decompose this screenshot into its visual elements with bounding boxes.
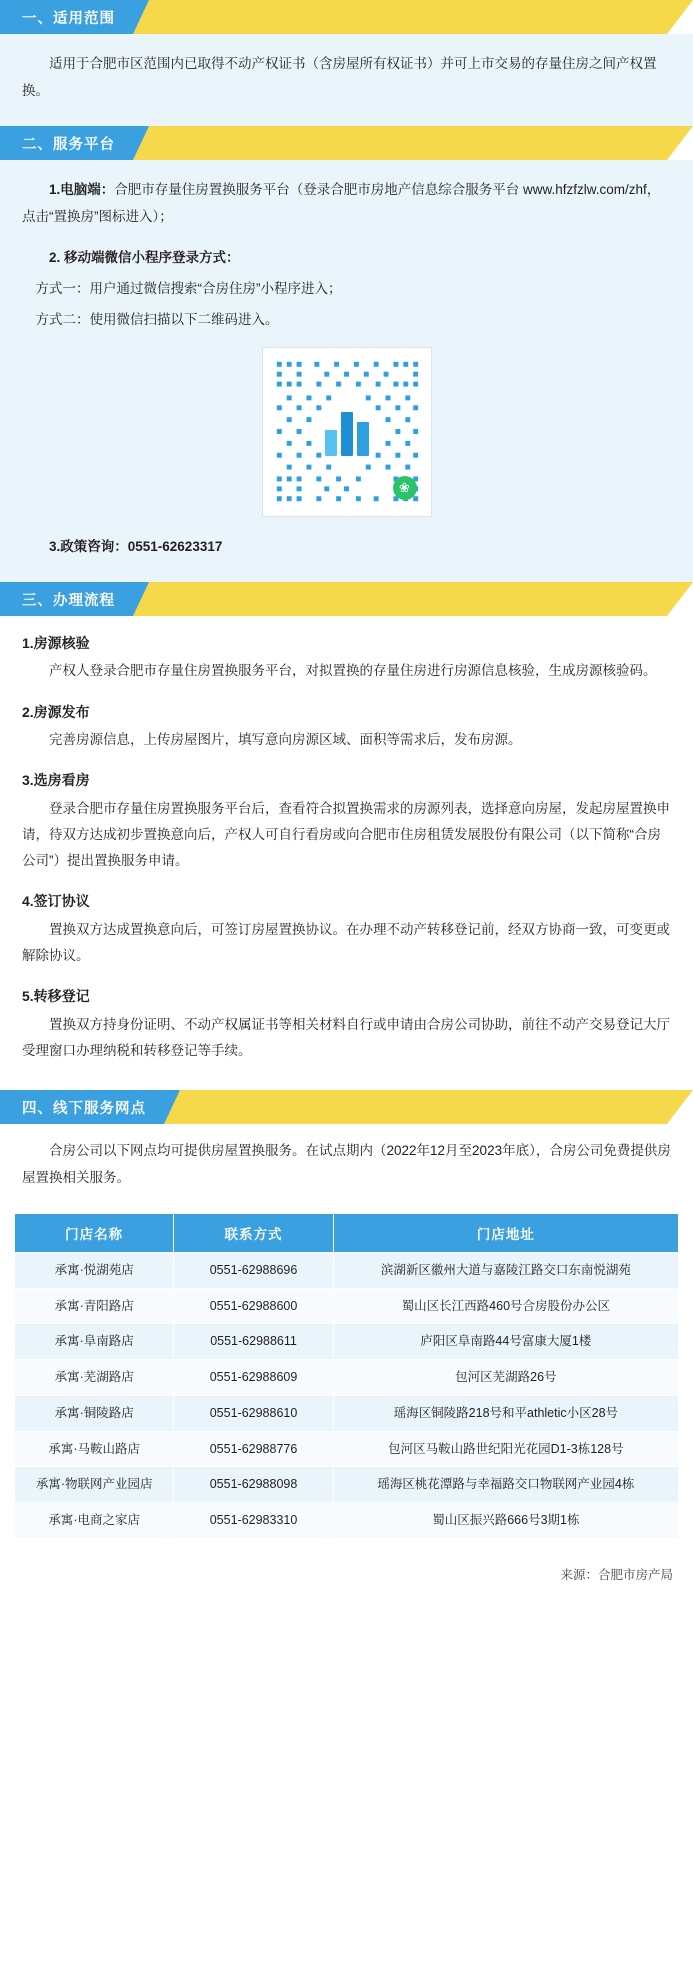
table-row <box>15 1431 679 1467</box>
section-header-accent-1 <box>133 0 693 34</box>
step-body-2: 完善房源信息，上传房屋图片，填写意向房源区域、面积等需求后，发布房源。 <box>49 731 522 747</box>
qr-code-image <box>262 347 432 517</box>
step-title-5: 5.转移登记 <box>22 988 90 1005</box>
step-body-5: 置换双方持身份证明、不动产权属证书等相关材料自行或申请由合房公司协助，前往不动产交易登记大厅受理窗口办理纳税和转移登记等手续。 <box>22 1016 670 1058</box>
qr-logo-bar-2 <box>341 412 353 456</box>
cell-store-name: 承寓·芜湖路店 <box>15 1360 174 1396</box>
platform-mobile-method-2: 方式二：使用微信扫描以下二维码进入。 <box>35 312 279 327</box>
step-title-1: 1.房源核验 <box>22 635 90 651</box>
section-header-accent-3 <box>133 582 693 616</box>
section-header-3 <box>0 582 693 616</box>
qr-logo-icon <box>315 402 379 456</box>
table-row <box>15 1503 679 1539</box>
cell-contact: 0551-62988098 <box>174 1467 333 1503</box>
step-body-1: 产权人登录合肥市存量住房置换服务平台，对拟置换的存量住房进行房源信息核验，生成房源核验码。 <box>49 663 657 679</box>
cell-contact: 0551-62988696 <box>174 1252 333 1288</box>
platform-pc-detail: 合肥市存量住房置换服务平台（登录合肥市房地产信息综合服务平台 www.hfzfzlw.com/zhf，点击“置换房”图标进入）； <box>22 182 661 224</box>
scope-paragraph: 适用于合肥市区范围内已取得不动产权证书（含房屋所有权证书）并可上市交易的存量住房之间产权置换。 <box>22 56 657 98</box>
cell-contact: 0551-62988609 <box>174 1360 333 1396</box>
section-3-title: 三、办理流程 <box>0 582 133 616</box>
step-body-3: 登录合肥市存量住房置换服务平台后，查看符合拟置换需求的房源列表，选择意向房屋，发起房屋置换申请，待双方达成初步置换意向后，产权人可自行看房或向合肥市住房租赁发展股份有限公司（以下简称“合房公司”）提出置换服务申请。 <box>22 800 670 869</box>
table-row <box>15 1252 679 1288</box>
policy-consult-text: 3.政策咨询：0551-62623317 <box>49 539 223 554</box>
section-4-title: 四、线下服务网点 <box>0 1090 164 1124</box>
section-header-accent-4 <box>164 1090 693 1124</box>
store-table-body <box>15 1252 679 1538</box>
table-row <box>15 1395 679 1431</box>
section-3-body <box>0 616 693 1090</box>
platform-pc-text <box>22 176 671 230</box>
section-header-4 <box>0 1090 693 1124</box>
qr-code-container <box>22 347 671 517</box>
offline-service-paragraph: 合房公司以下网点均可提供房屋置换服务。在试点期内（2022年12月至2023年底），合房公司免费提供房屋置换相关服务。 <box>22 1143 671 1185</box>
section-header-1 <box>0 0 693 34</box>
cell-address: 包河区马鞍山路世纪阳光花园D1-3栋128号 <box>333 1431 678 1467</box>
cell-address: 滨湖新区徽州大道与嘉陵江路交口东南悦湖苑 <box>333 1252 678 1288</box>
store-table-container <box>0 1207 693 1549</box>
step-title-4: 4.签订协议 <box>22 893 90 910</box>
cell-store-name: 承寓·悦湖苑店 <box>15 1252 174 1288</box>
cell-address: 瑶海区铜陵路218号和平athletic小区28号 <box>333 1395 678 1431</box>
store-table <box>14 1213 679 1539</box>
cell-address: 蜀山区振兴路666号3期1栋 <box>333 1503 678 1539</box>
cell-store-name: 承寓·物联网产业园店 <box>15 1467 174 1503</box>
column-header-store-name: 门店名称 <box>15 1213 174 1252</box>
table-row <box>15 1467 679 1503</box>
platform-mobile-label: 2. 移动端微信小程序登录方式： <box>49 250 240 265</box>
cell-contact: 0551-62988610 <box>174 1395 333 1431</box>
cell-store-name: 承寓·马鞍山路店 <box>15 1431 174 1467</box>
table-row <box>15 1324 679 1360</box>
step-title-3: 3.选房看房 <box>22 772 90 789</box>
section-4-body <box>0 1124 693 1207</box>
table-header-row <box>15 1213 679 1252</box>
section-1-body <box>0 34 693 126</box>
platform-pc-label: 1.电脑端： <box>49 182 115 197</box>
step-body-4: 置换双方达成置换意向后，可签订房屋置换协议。在办理不动产转移登记前，经双方协商一致，可变更或解除协议。 <box>22 921 670 964</box>
cell-store-name: 承寓·铜陵路店 <box>15 1395 174 1431</box>
cell-store-name: 承寓·阜南路店 <box>15 1324 174 1360</box>
cell-contact: 0551-62983310 <box>174 1503 333 1539</box>
cell-address: 瑶海区桃花潭路与幸福路交口物联网产业园4栋 <box>333 1467 678 1503</box>
cell-store-name: 承寓·电商之家店 <box>15 1503 174 1539</box>
cell-contact: 0551-62988776 <box>174 1431 333 1467</box>
section-header-2 <box>0 126 693 160</box>
cell-address: 蜀山区长江西路460号合房股份办公区 <box>333 1288 678 1324</box>
column-header-contact: 联系方式 <box>174 1213 333 1252</box>
step-title-2: 2.房源发布 <box>22 703 90 720</box>
section-2-body <box>0 160 693 582</box>
table-row <box>15 1288 679 1324</box>
section-header-accent-2 <box>133 126 693 160</box>
table-row <box>15 1360 679 1396</box>
qr-logo-bar-3 <box>357 422 369 456</box>
policy-consult-block <box>22 533 671 560</box>
section-1-title: 一、适用范围 <box>0 0 133 34</box>
platform-pc-block <box>22 176 671 230</box>
source-attribution: 来源：合肥市房产局 <box>560 1567 673 1582</box>
cell-store-name: 承寓·青阳路店 <box>15 1288 174 1324</box>
platform-mobile-block <box>22 244 671 333</box>
cell-contact: 0551-62988600 <box>174 1288 333 1324</box>
section-2-title: 二、服务平台 <box>0 126 133 160</box>
column-header-address: 门店地址 <box>333 1213 678 1252</box>
qr-logo-bar-1 <box>325 430 337 456</box>
cell-address: 庐阳区阜南路44号富康大厦1楼 <box>333 1324 678 1360</box>
cell-contact: 0551-62988611 <box>174 1324 333 1360</box>
platform-mobile-method-1: 方式一：用户通过微信搜索“合房住房”小程序进入； <box>35 281 342 296</box>
store-table-head <box>15 1213 679 1252</box>
wechat-miniprogram-badge-icon: ❀ <box>393 476 417 500</box>
cell-address: 包河区芜湖路26号 <box>333 1360 678 1396</box>
